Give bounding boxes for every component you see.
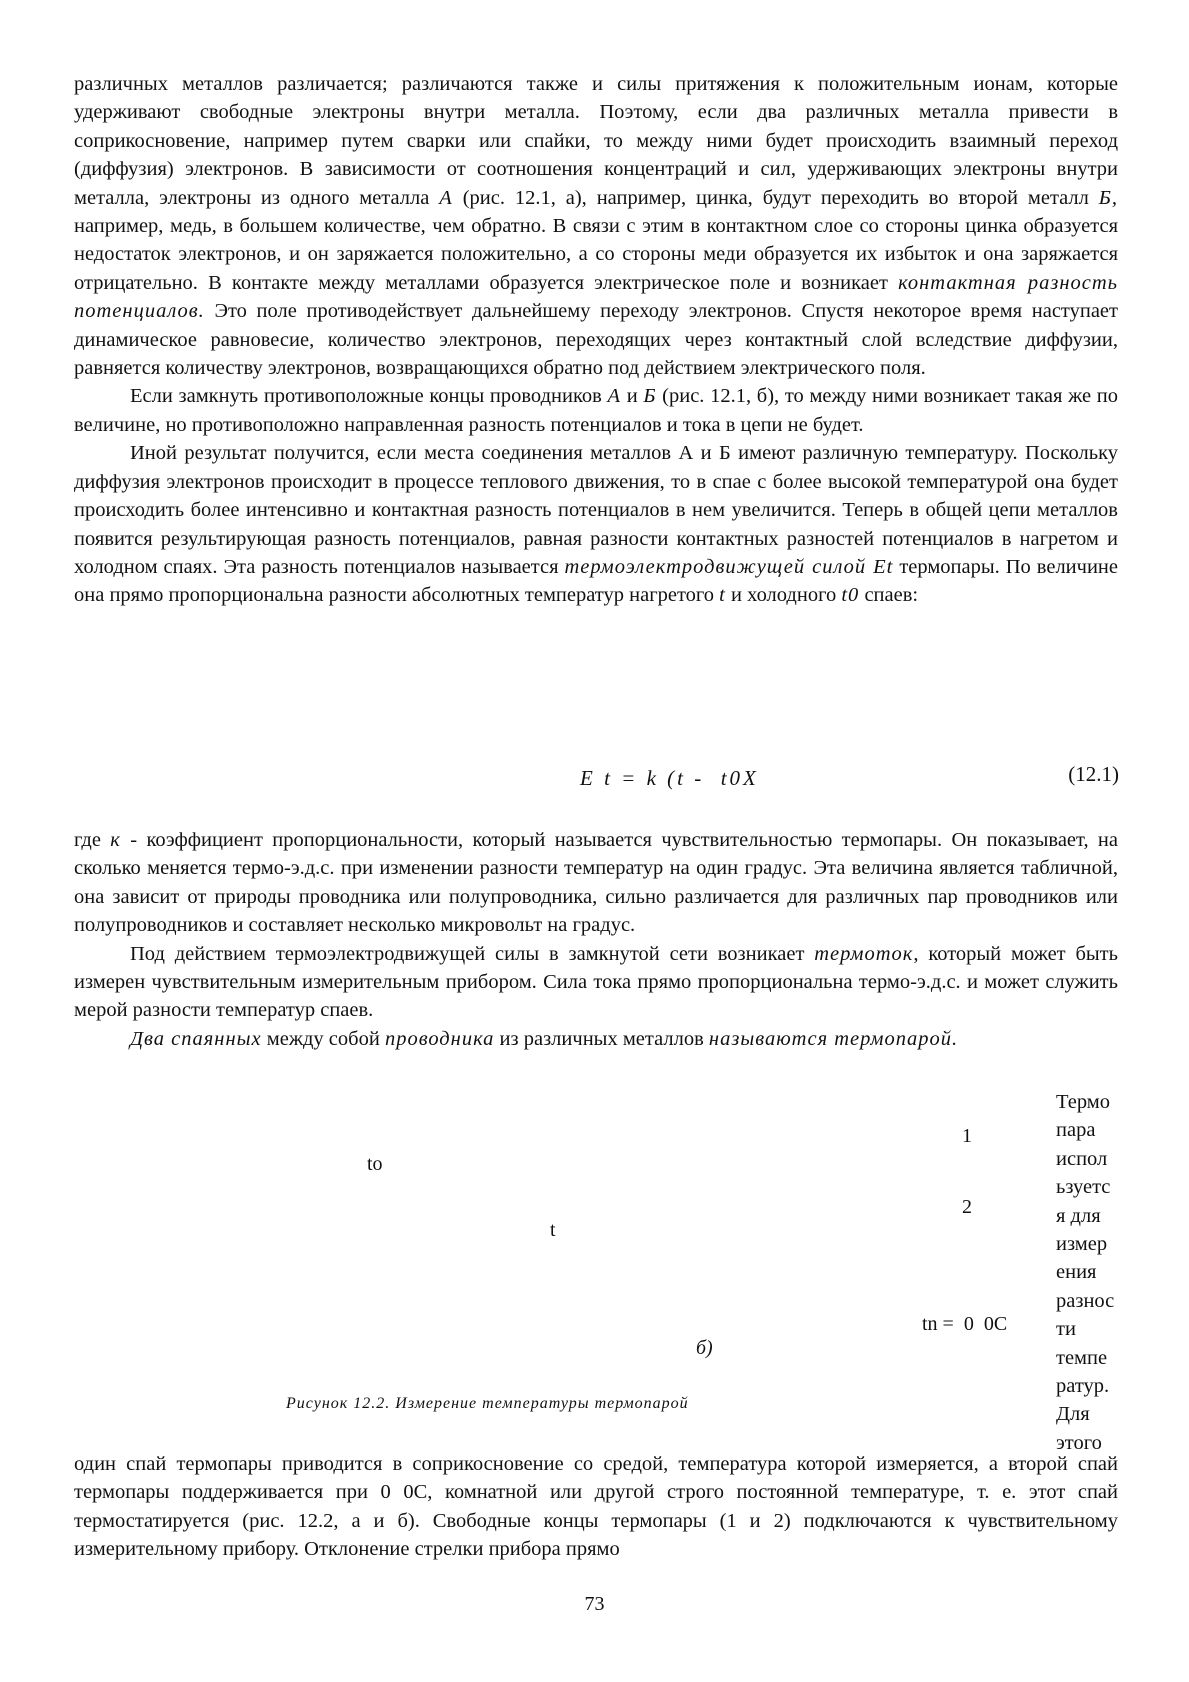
formula-number: (12.1): [1068, 762, 1119, 786]
paragraph-4: где к - коэффициент пропорциональности, который называется чувствительностью термопары. Он показывает, на сколько меняется термо-э.д.с. при изменении разности температур на один градус. Эта величина является табличной, она зависит от природы проводника или полупроводника, сильно различается для различных пар проводников или полупроводников и составляет несколько микровольт на градус.: [74, 829, 1119, 937]
formula-12-1: E t = k (t - t0X: [580, 766, 759, 790]
term-contact-potential: контактная разность потенциалов.: [74, 271, 1118, 323]
paragraph-1: различных металлов различается; различаются также и силы притяжения к положительным ионам, которые удерживают свободные электроны внутри металла. Поэтому, если два различных металла привести в соприкосновение, например путем сварки или спайки, то между ними будет происходить взаимный переход (диффузия) электронов. В зависимости от соотношения концентраций и сил, удерживающих электроны внутри металла, электроны из одного металла А (рис. 12.1, а), например, цинка, будут переходить во второй металл Б, например, медь, в большем количестве, чем обратно. В связи с этим в контактном слое со стороны цинка образуется недостаток электронов, и он заряжается положительно, а со стороны меди образуется их избыток и она заряжается отрицательно. В контакте между металлами образуется электрическое поле и возникает контактная разность потенциалов. Это поле противодействует дальнейшему переходу электронов. Спустя некоторое время наступает динамическое равновесие, количество электронов, переходящих через контактный слой вследствие диффузии, равняется количеству электронов, возвращающихся обратно под действием электрического поля.: [74, 73, 1118, 380]
paragraph-6: Два спаянных между собой проводника из различных металлов называются термопарой.: [130, 1027, 959, 1050]
paragraph-3: Иной результат получится, если места соединения металлов А и Б имеют различную температуру. Поскольку диффузия электронов происходит в процессе теплового движения, то в спае с более высокой температурой она будет происходить более интенсивно и контактная разность потенциалов в нем увеличится. Теперь в общей цепи металлов появится результирующая разность потенциалов, равная разности контактных разностей потенциалов в нагретом и холодном спаях. Эта разность потенциалов называется термоэлектродвижущей силой Et термопары. По величине она прямо пропорциональна разности абсолютных температур нагретого t и холодного t0 спаев:: [74, 442, 1118, 607]
term-thermo-emf: термоэлектродвижущей силой Et: [564, 555, 894, 578]
term-thermocurrent: термоток: [814, 942, 914, 965]
page-number: 73: [584, 1593, 605, 1615]
text-block-top: [74, 70, 1118, 610]
figure-label-2: 2: [962, 1196, 972, 1218]
text-block-middle: [74, 826, 1118, 1053]
paragraph-2: Если замкнуть противоположные концы проводников А и Б (рис. 12.1, б), то между ними возникает такая же по величине, но противоположно направленная разность потенциалов и тока в цепи не будет.: [74, 385, 1118, 436]
figure-label-t: t: [550, 1219, 556, 1241]
side-column-text: Термо пара испол ьзуетс я для измер ения разнос ти темпе ратур. Для этого: [1056, 1091, 1115, 1454]
paragraph-5: Под действием термоэлектродвижущей силы в замкнутой сети возникает термоток, который может быть измерен чувствительным измерительным прибором. Сила тока прямо пропорциональна термо-э.д.с. и может служить мерой разности температур спаев.: [74, 942, 1118, 1022]
paragraph-7: один спай термопары приводится в соприкосновение со средой, температура которой измеряется, а второй спай термопары поддерживается при 0 0С, комнатной или другой строго постоянной температуре, т. е. этот спай термостатируется (рис. 12.2, а и б). Свободные концы термопары (1 и 2) подключаются к чувствительному измерительному прибору. Отклонение стрелки прибора прямо: [74, 1453, 1118, 1561]
figure-label-tn: tn = 0 0C: [922, 1313, 1008, 1335]
figure-caption: Рисунок 12.2. Измерение температуры термопарой: [286, 1395, 689, 1412]
figure-label-to: to: [367, 1153, 383, 1175]
text-block-bottom: [74, 1450, 1118, 1564]
figure-label-b: б): [696, 1337, 713, 1359]
figure-label-1: 1: [962, 1125, 972, 1147]
